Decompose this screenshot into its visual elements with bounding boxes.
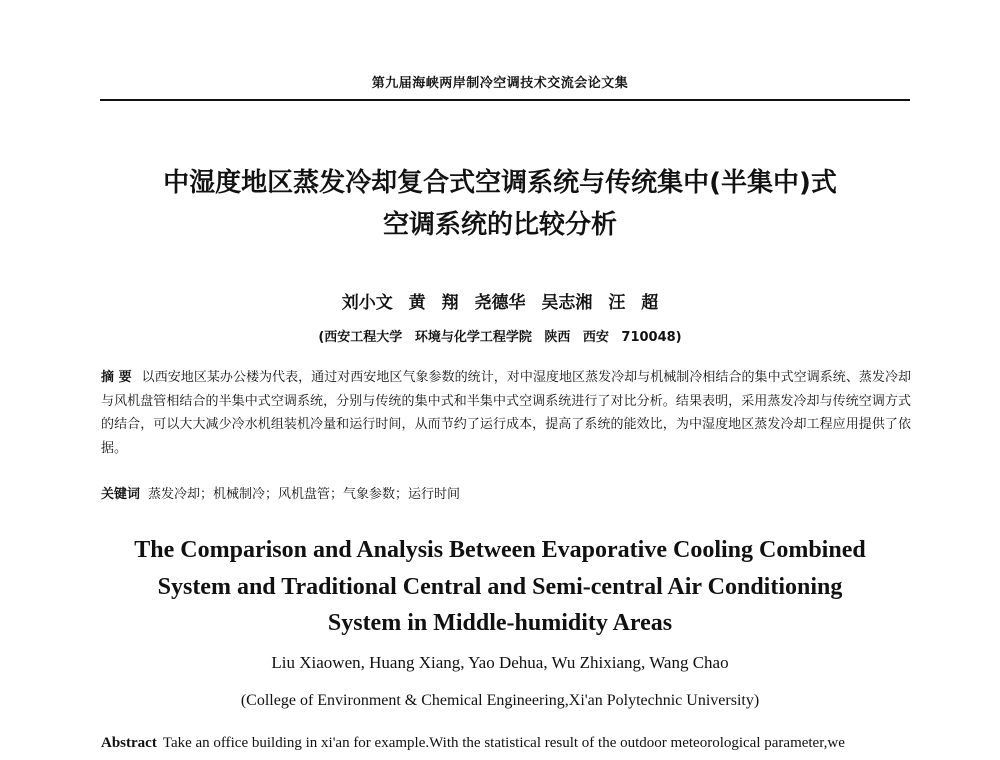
- english-abstract: [101, 735, 921, 752]
- chinese-abstract: [101, 366, 911, 460]
- english-title-line-3: System in Middle-humidity Areas: [327, 610, 673, 636]
- english-title-line-1: The Comparison and Analysis Between Evaporative Cooling Combined: [134, 537, 866, 563]
- chinese-abstract-text: 以西安地区某办公楼为代表，通过对西安地区气象参数的统计，对中湿度地区蒸发冷却与机械制冷相结合的集中式空调系统、蒸发冷却与风机盘管相结合的半集中式空调系统，分别与传统的集中式和半集中式空调系统进行了对比分析。结果表明，采用蒸发冷却与传统空调方式的结合，可以大大减少冷水机组装机冷量和运行时间，从而节约了运行成本，提高了系统的能效比，为中湿度地区蒸发冷却工程应用提供了依据。: [101, 370, 911, 456]
- chinese-authors: 刘小文 黄 翔 尧德华 吴志湘 汪 超: [341, 293, 659, 313]
- english-title-line-2: System and Traditional Central and Semi-central Air Conditioning: [157, 573, 843, 600]
- chinese-title-line-2: 空调系统的比较分析: [382, 210, 617, 240]
- chinese-title-line-1: 中湿度地区蒸发冷却复合式空调系统与传统集中(半集中)式: [163, 168, 837, 198]
- chinese-title: [40, 162, 960, 246]
- header-rule: [100, 99, 910, 101]
- english-title: [60, 532, 940, 642]
- running-header: 第九届海峡两岸制冷空调技术交流会论文集: [371, 76, 629, 91]
- chinese-abstract-label: 摘 要: [101, 370, 132, 385]
- english-abstract-label: Abstract: [101, 735, 157, 751]
- english-abstract-text: Take an office building in xi'an for example.With the statistical result of the outdoor meteorological parameter,we: [162, 735, 845, 751]
- english-affiliation: (College of Environment & Chemical Engineering,Xi'an Polytechnic University): [240, 692, 760, 709]
- chinese-keywords-label: 关键词: [101, 487, 141, 502]
- chinese-keywords-text: 蒸发冷却；机械制冷；风机盘管；气象参数；运行时间: [148, 487, 461, 502]
- chinese-affiliation: (西安工程大学 环境与化学工程学院 陕西 西安 710048): [318, 330, 682, 345]
- english-authors: Liu Xiaowen, Huang Xiang, Yao Dehua, Wu Zhixiang, Wang Chao: [271, 653, 729, 672]
- chinese-keywords: [101, 483, 911, 502]
